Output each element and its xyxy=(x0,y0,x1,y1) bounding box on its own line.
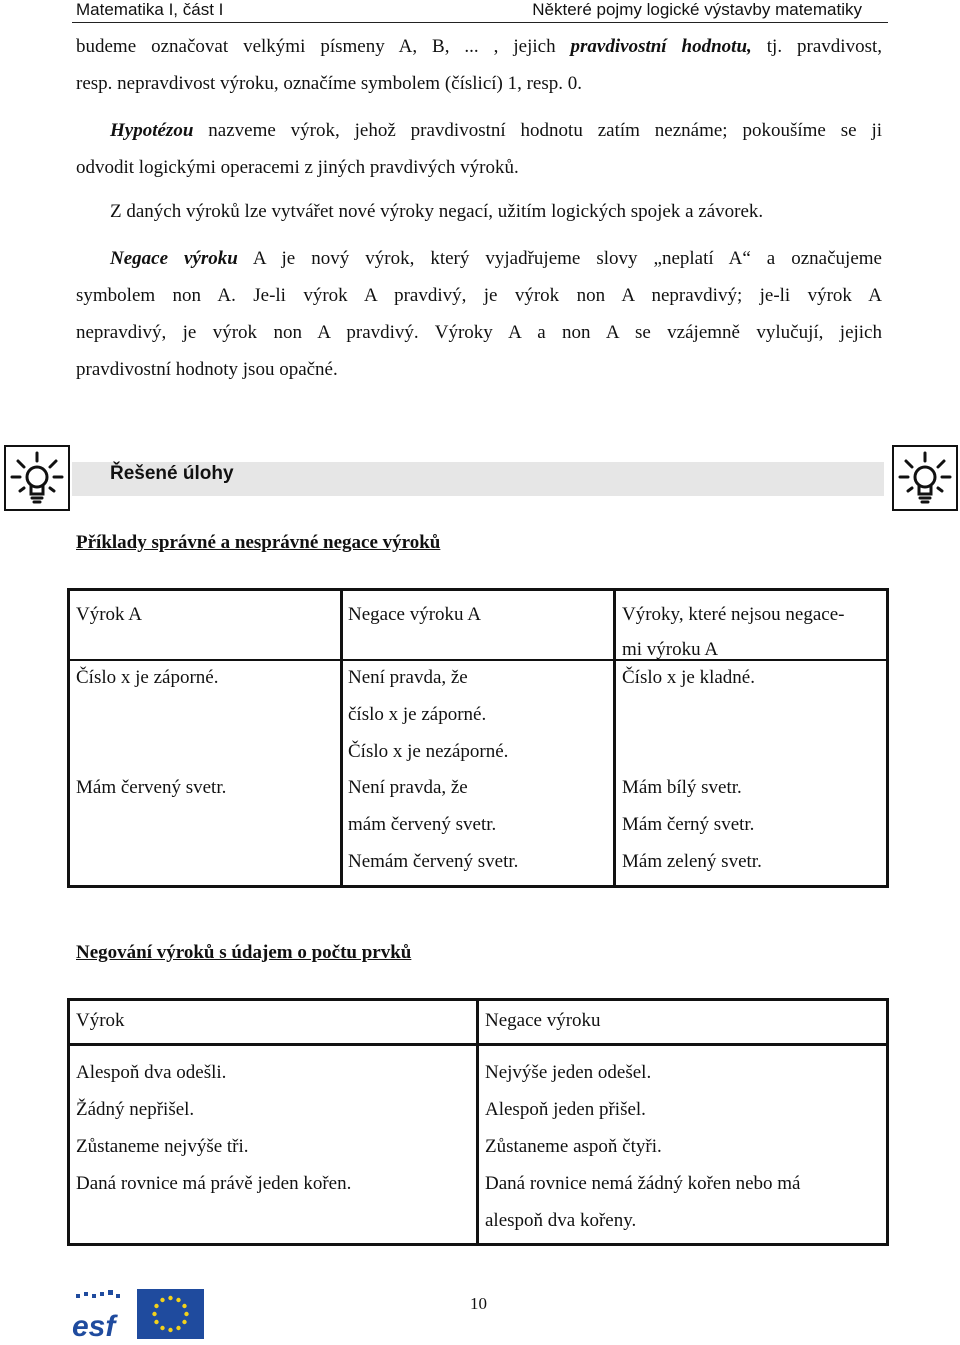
table-cell: Žádný nepřišel. xyxy=(76,1099,195,1120)
table-cell: Není pravda, že xyxy=(348,777,468,798)
esf-logo-text: esf xyxy=(72,1310,116,1340)
hypothesis-term: Hypotézou xyxy=(110,120,194,141)
hypothesis-text: nazveme výrok, jehož pravdivostní hodnotu zatím neznáme; pokoušíme se ji xyxy=(193,120,882,141)
intro-line-1 xyxy=(76,28,882,65)
table-cell: Není pravda, že xyxy=(348,667,468,688)
lightbulb-icon xyxy=(892,445,958,511)
hypothesis-line-1 xyxy=(110,112,882,149)
negation-line-4: pravdivostní hodnoty jsou opačné. xyxy=(76,359,338,380)
table-cell: Číslo x je kladné. xyxy=(622,667,755,688)
table-cell: Mám bílý svetr. xyxy=(622,777,742,798)
page-number: 10 xyxy=(470,1294,487,1313)
negation-text: A je nový výrok, který vyjadřujeme slovy „neplatí A“ a označujeme xyxy=(237,248,882,269)
table-cell: Alespoň dva odešli. xyxy=(76,1062,227,1083)
table-cell: Zůstaneme nejvýše tři. xyxy=(76,1136,249,1157)
table-cell: Daná rovnice má právě jeden kořen. xyxy=(76,1173,352,1194)
intro-text: tj. pravdivost, xyxy=(751,36,882,57)
table-divider xyxy=(613,588,616,888)
hypothesis-line-2: odvodit logickými operacemi z jiných pravdivých výroků. xyxy=(76,157,519,178)
negation-line-3: nepravdivý, je výrok non A pravdivý. Výroky A a non A se vzájemně vylučují, jejich xyxy=(76,322,882,343)
table-cell: Alespoň jeden přišel. xyxy=(485,1099,646,1120)
table-divider xyxy=(476,998,479,1246)
table-cell: mám červený svetr. xyxy=(348,814,497,835)
section-title-negation-examples: Příklady správné a nesprávné negace výroků xyxy=(76,532,441,553)
table-cell: alespoň dva kořeny. xyxy=(485,1210,637,1231)
table-cell: Číslo x je nezáporné. xyxy=(348,741,509,762)
table-cell: Zůstaneme aspoň čtyři. xyxy=(485,1136,662,1157)
eu-flag-icon xyxy=(137,1289,204,1339)
table-header-negation: Negace výroku A xyxy=(348,604,481,625)
table-header-non-negations: Výroky, které nejsou negace- xyxy=(622,604,845,625)
negation-line-1 xyxy=(110,240,882,277)
table-header-statement: Výrok xyxy=(76,1010,125,1031)
lightbulb-icon xyxy=(4,445,70,511)
table-cell: Mám černý svetr. xyxy=(622,814,755,835)
table-header-non-negations-cont: mi výroku A xyxy=(622,639,719,660)
esf-logo xyxy=(70,1288,132,1340)
intro-text: budeme označovat velkými písmeny A, B, ... , jejich xyxy=(76,36,571,57)
section-title-count-negations: Negování výroků s údajem o počtu prvků xyxy=(76,942,412,963)
header-rule xyxy=(72,22,888,23)
table-header-statement: Výrok A xyxy=(76,604,142,625)
table-cell: Číslo x je záporné. xyxy=(76,667,219,688)
solved-tasks-title: Řešené úlohy xyxy=(110,463,234,484)
table-cell: Mám zelený svetr. xyxy=(622,851,762,872)
new-statements-paragraph: Z daných výroků lze vytvářet nové výroky negací, užitím logických spojek a závorek. xyxy=(110,201,764,222)
negation-term: Negace výroku xyxy=(110,248,238,269)
table-cell: číslo x je záporné. xyxy=(348,704,487,725)
table-cell: Daná rovnice nemá žádný kořen nebo má xyxy=(485,1173,801,1194)
running-header-left: Matematika I, část I xyxy=(76,0,224,19)
intro-line-2: resp. nepravdivost výroku, označíme symbolem (číslicí) 1, resp. 0. xyxy=(76,73,583,94)
table-cell: Mám červený svetr. xyxy=(76,777,227,798)
running-header-right: Některé pojmy logické výstavby matematiky xyxy=(532,0,862,19)
table-divider xyxy=(340,588,343,888)
table-cell: Nejvýše jeden odešel. xyxy=(485,1062,652,1083)
table-header-rule xyxy=(67,1043,889,1046)
table-cell: Nemám červený svetr. xyxy=(348,851,519,872)
negation-line-2: symbolem non A. Je-li výrok A pravdivý, je výrok non A nepravdivý; je-li výrok A xyxy=(76,285,882,306)
truth-value-term: pravdivostní hodnotu, xyxy=(570,36,752,57)
table-header-negation: Negace výroku xyxy=(485,1010,601,1031)
